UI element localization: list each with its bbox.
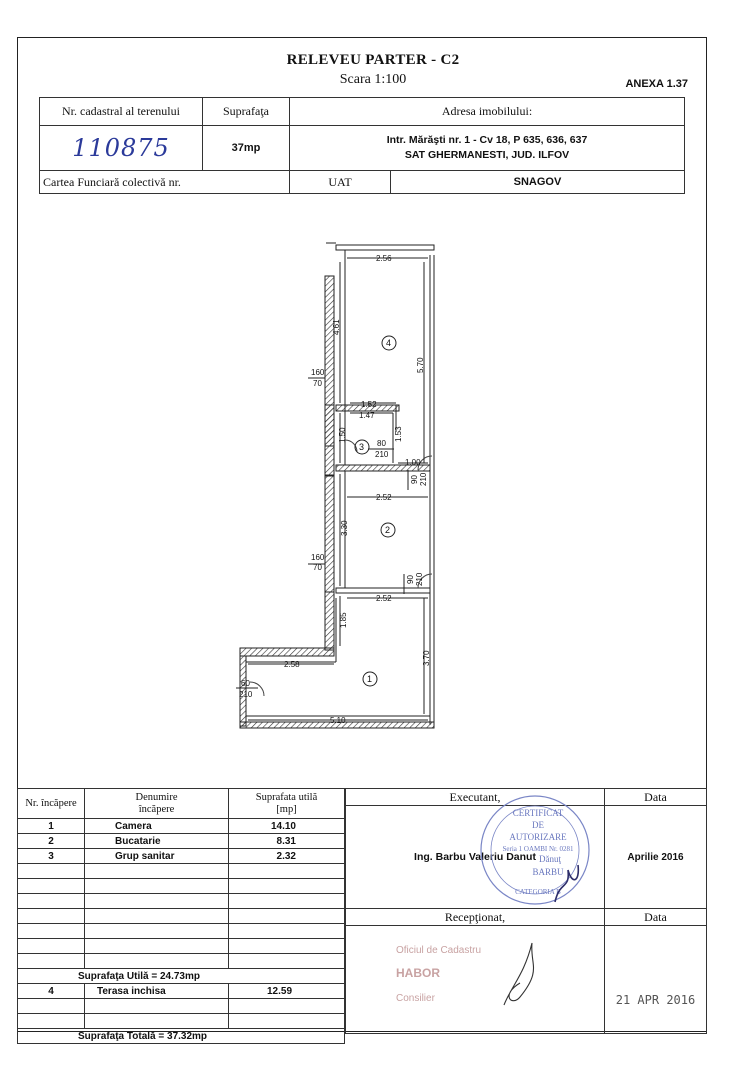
date-label-2: Data bbox=[605, 909, 707, 926]
grand-total: Suprafaţa Totală = 37.32mp bbox=[18, 1029, 345, 1044]
carte-funciara-label: Cartea Funciară colectivă nr. bbox=[40, 171, 290, 194]
door1-width: 60 bbox=[241, 679, 250, 688]
reception-signature bbox=[504, 943, 534, 1005]
room-nr: 1 bbox=[18, 819, 85, 834]
table-row bbox=[18, 819, 345, 834]
area-value: 37mp bbox=[203, 126, 290, 171]
window1-height: 70 bbox=[313, 379, 322, 388]
room1-top-left-wall bbox=[240, 648, 334, 656]
room-1-label: 1 bbox=[367, 674, 373, 684]
scale-label: Scara 1:100 bbox=[339, 72, 407, 87]
cadastral-number: 110875 bbox=[40, 126, 203, 171]
stamp-line-7: CATEGORIA B bbox=[515, 888, 561, 896]
uat-value: SNAGOV bbox=[391, 171, 685, 194]
office-stamp-line-2: HABOR bbox=[396, 966, 440, 980]
left-wall-bath bbox=[325, 405, 334, 475]
dim-153: 1.53 bbox=[394, 426, 403, 442]
door2-width: 90 bbox=[406, 575, 415, 584]
top-wall bbox=[336, 245, 434, 250]
room-name: Camera bbox=[85, 819, 229, 834]
stamp-line-6: BARBU bbox=[532, 867, 564, 877]
room-4-label: 4 bbox=[386, 338, 392, 348]
executant-label: Executant, bbox=[346, 789, 605, 806]
room-area: 8.31 bbox=[229, 834, 345, 849]
left-wall-lower bbox=[325, 592, 334, 650]
window1-width: 160 bbox=[311, 368, 325, 377]
room-area: 2.32 bbox=[229, 849, 345, 864]
door3-height: 210 bbox=[375, 450, 389, 459]
room-nr: 2 bbox=[18, 834, 85, 849]
receptionat-label: Recepţionat, bbox=[346, 909, 605, 926]
rooms-nr-header: Nr. încăpere bbox=[18, 789, 85, 819]
door3-width: 80 bbox=[377, 439, 386, 448]
authorization-stamp bbox=[460, 790, 610, 910]
dim-510: 5.10 bbox=[330, 716, 346, 725]
terrace-area: 12.59 bbox=[229, 984, 345, 999]
page-title: RELEVEU PARTER - C2 bbox=[286, 52, 460, 68]
left-wall-kitchen bbox=[325, 476, 334, 592]
address-line-1: Intr. Mărăşti nr. 1 - Cv 18, P 635, 636, 637 bbox=[386, 134, 588, 146]
annex-label: ANEXA 1.37 bbox=[625, 78, 688, 90]
door4-height: 210 bbox=[419, 472, 428, 486]
stamp-line-5: Dănuţ bbox=[539, 854, 561, 864]
terrace-name: Terasa inchisa bbox=[85, 984, 229, 999]
door1-height: 210 bbox=[239, 690, 253, 699]
dim-100: 1.00 bbox=[405, 458, 421, 467]
room-name: Grup sanitar bbox=[85, 849, 229, 864]
room1-top-wall bbox=[336, 588, 430, 593]
cadastral-header: Nr. cadastral al terenului bbox=[40, 98, 203, 126]
rooms-area-header-2: [mp] bbox=[276, 803, 297, 815]
executant-date: Aprilie 2016 bbox=[605, 806, 707, 909]
dim-150: 1.50 bbox=[338, 427, 347, 443]
useful-total: Suprafaţa Utilă = 24.73mp bbox=[18, 969, 345, 984]
reception-date: 21 APR 2016 bbox=[605, 926, 707, 1034]
dim-252a: 2.52 bbox=[376, 493, 392, 502]
dim-370: 3.70 bbox=[422, 650, 431, 666]
dim-152: 1.52 bbox=[361, 400, 377, 409]
office-stamp-line-3: Consilier bbox=[396, 993, 435, 1004]
uat-label: UAT bbox=[290, 171, 391, 194]
date-label: Data bbox=[605, 789, 707, 806]
office-stamp-line-1: Oficiul de Cadastru bbox=[396, 945, 482, 956]
rooms-name-header-1: Denumire bbox=[135, 791, 178, 803]
table-row bbox=[18, 984, 345, 999]
address-header: Adresa imobilului: bbox=[290, 98, 685, 126]
dim-147: 1.47 bbox=[359, 411, 375, 420]
dim-top: 2.56 bbox=[376, 254, 392, 263]
door4-width: 90 bbox=[410, 475, 419, 484]
stamp-line-3: AUTORIZARE bbox=[509, 832, 567, 842]
stamp-line-2: DE bbox=[532, 820, 544, 830]
dim-left-upper: 4.61 bbox=[332, 319, 341, 335]
terrace-nr: 4 bbox=[18, 984, 85, 999]
room-area: 14.10 bbox=[229, 819, 345, 834]
stamp-line-4: Seria 1 OAMBI Nr. 0281 bbox=[502, 845, 574, 853]
dim-252b: 2.52 bbox=[376, 594, 392, 603]
dim-right-upper: 5.70 bbox=[416, 357, 425, 373]
room-3-label: 3 bbox=[359, 442, 365, 452]
window2-height: 70 bbox=[313, 563, 322, 572]
executant-name: Ing. Barbu Valeriu Danut bbox=[346, 806, 605, 909]
window2-width: 160 bbox=[311, 553, 325, 562]
office-stamp bbox=[392, 935, 582, 1015]
room-nr: 3 bbox=[18, 849, 85, 864]
rooms-table bbox=[17, 788, 345, 1044]
rooms-name-header-2: încăpere bbox=[138, 803, 175, 815]
room-2-label: 2 bbox=[385, 525, 391, 535]
dim-185: 1.85 bbox=[339, 612, 348, 628]
stamp-line-1: CERTIFICAT bbox=[512, 808, 564, 818]
rooms-area-header-1: Suprafata utilă bbox=[255, 791, 318, 803]
room-name: Bucatarie bbox=[85, 834, 229, 849]
area-header: Suprafaţa bbox=[203, 98, 290, 126]
table-row bbox=[18, 849, 345, 864]
address-line-2: SAT GHERMANESTI, JUD. ILFOV bbox=[404, 149, 570, 161]
dim-330: 3.30 bbox=[340, 520, 349, 536]
door2-height: 210 bbox=[415, 572, 424, 586]
dim-258: 2.58 bbox=[284, 660, 300, 669]
table-row bbox=[18, 834, 345, 849]
